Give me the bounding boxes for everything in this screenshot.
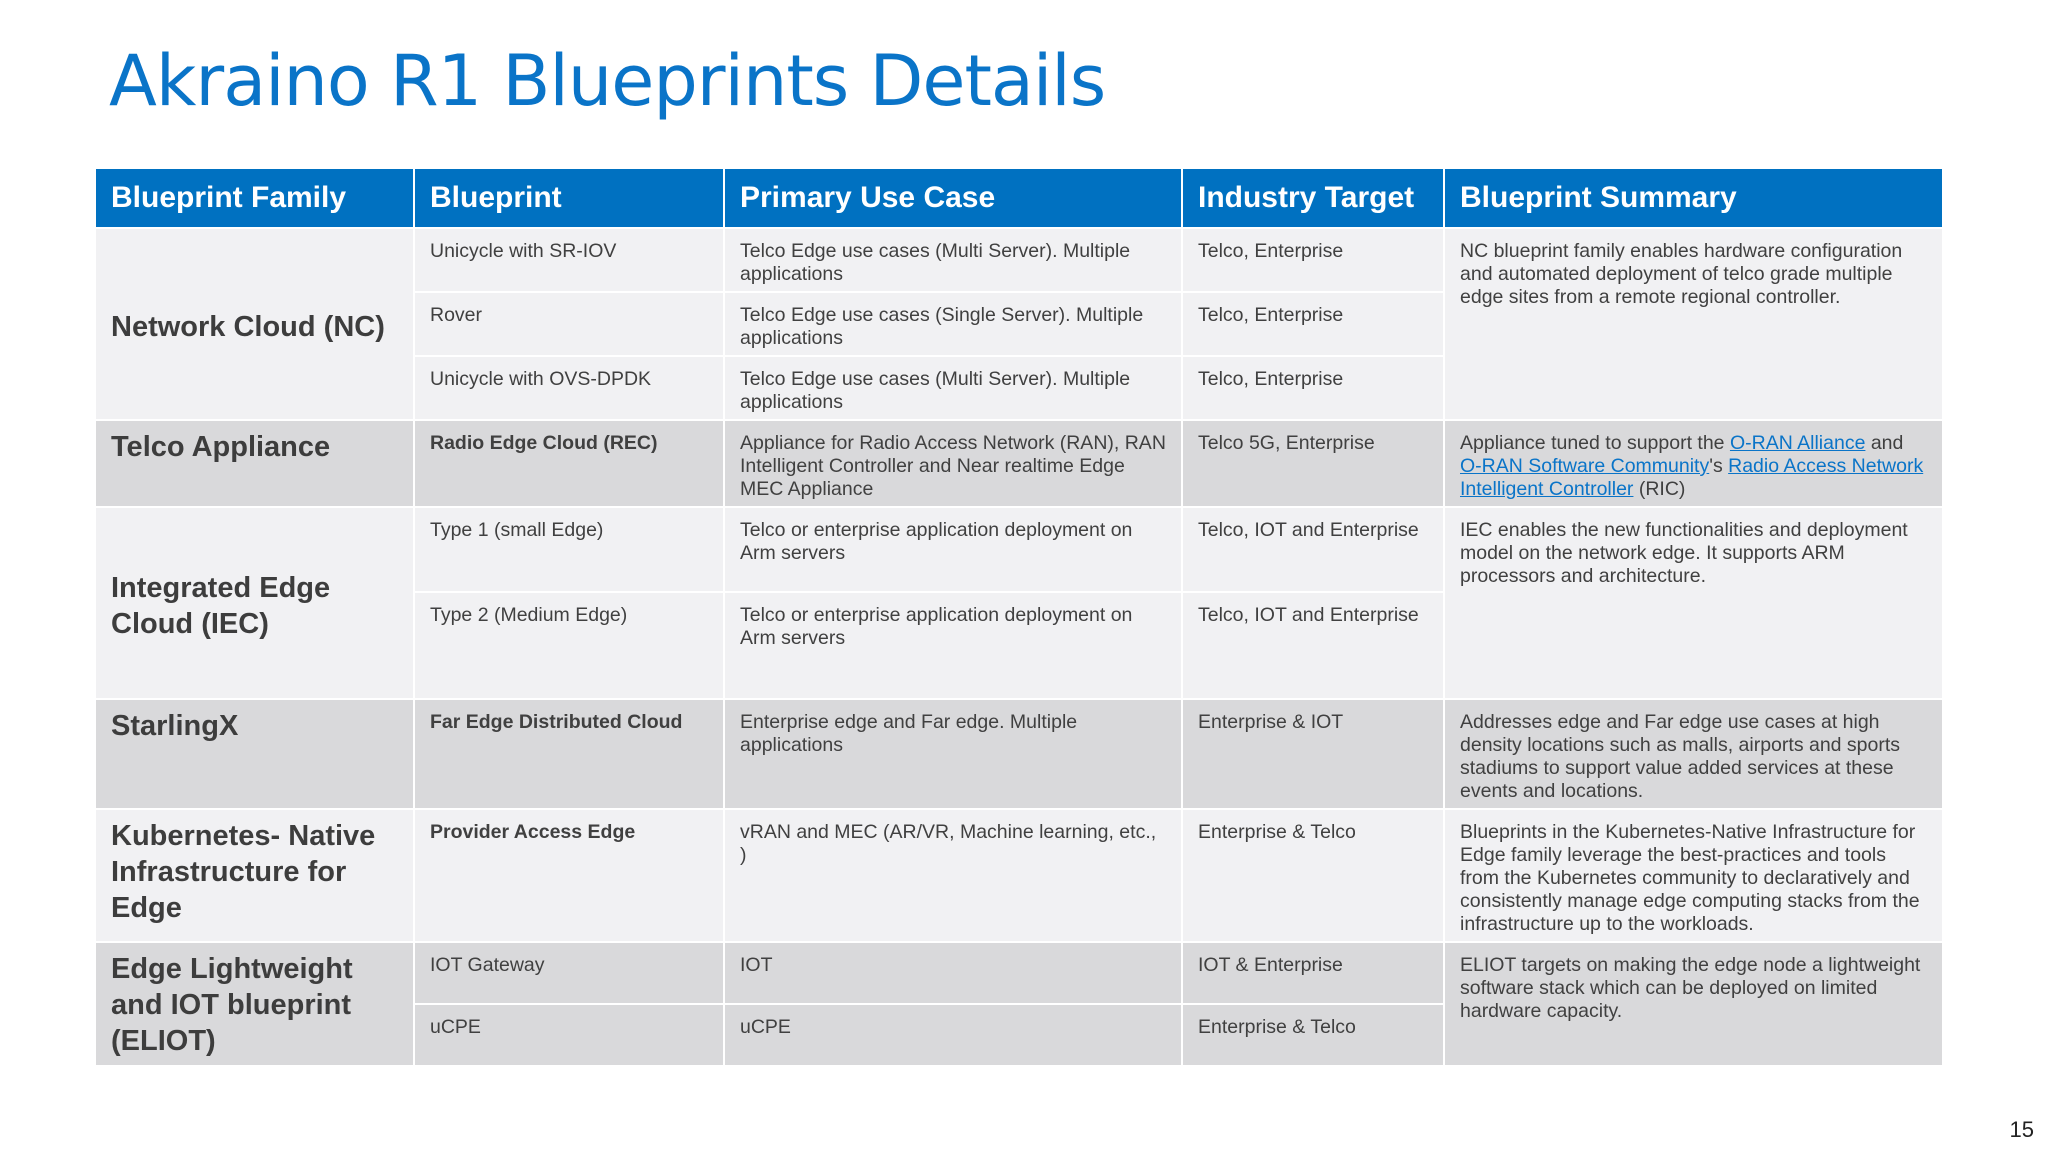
family-eliot: Edge Lightweight and IOT blueprint (ELIOT) xyxy=(95,942,414,1066)
blueprint-cell: Rover xyxy=(414,292,724,356)
ric-link[interactable]: Radio Access Network Intelligent Controller xyxy=(1460,455,1924,500)
family-telco-appliance: Telco Appliance xyxy=(95,420,414,507)
industry-cell: Telco, Enterprise xyxy=(1182,356,1444,420)
o-ran-alliance-link[interactable]: O-RAN Alliance xyxy=(1729,432,1866,454)
blueprint-cell: IOT Gateway xyxy=(414,942,724,1004)
use-case-cell: Appliance for Radio Access Network (RAN), RAN Intelligent Controller and Near realtime Edge MEC Appliance xyxy=(724,420,1182,507)
blueprint-cell: Far Edge Distributed Cloud xyxy=(414,699,724,809)
blueprint-cell: Unicycle with SR-IOV xyxy=(414,228,724,292)
table-row xyxy=(95,420,1943,507)
summary-text: (RIC) xyxy=(1633,478,1686,500)
table-row xyxy=(95,809,1943,942)
use-case-cell: Telco Edge use cases (Multi Server). Multiple applications xyxy=(724,356,1182,420)
blueprint-cell: Type 1 (small Edge) xyxy=(414,507,724,592)
table-row xyxy=(95,228,1943,292)
header-blueprint: Blueprint xyxy=(414,168,724,228)
use-case-cell: vRAN and MEC (AR/VR, Machine learning, etc., ) xyxy=(724,809,1182,942)
industry-cell: Telco, Enterprise xyxy=(1182,228,1444,292)
family-starlingx: StarlingX xyxy=(95,699,414,809)
summary-network-cloud: NC blueprint family enables hardware configuration and automated deployment of telco grade multiple edge sites from a remote regional controller. xyxy=(1444,228,1943,420)
page-number: 15 xyxy=(2009,1117,2034,1142)
header-primary-use-case: Primary Use Case xyxy=(724,168,1182,228)
use-case-cell: Telco Edge use cases (Multi Server). Multiple applications xyxy=(724,228,1182,292)
family-network-cloud: Network Cloud (NC) xyxy=(95,228,414,420)
summary-text: Appliance tuned to support the xyxy=(1460,432,1730,454)
industry-cell: Telco, IOT and Enterprise xyxy=(1182,507,1444,592)
table-row xyxy=(95,942,1943,1004)
header-blueprint-summary: Blueprint Summary xyxy=(1444,168,1943,228)
blueprint-cell: uCPE xyxy=(414,1004,724,1066)
industry-cell: Enterprise & Telco xyxy=(1182,1004,1444,1066)
use-case-cell: uCPE xyxy=(724,1004,1182,1066)
summary-text: 's xyxy=(1709,455,1729,477)
blueprint-cell: Provider Access Edge xyxy=(414,809,724,942)
industry-cell: Telco, Enterprise xyxy=(1182,292,1444,356)
family-kubernetes-native: Kubernetes- Native Infrastructure for Edge xyxy=(95,809,414,942)
summary-telco-appliance xyxy=(1444,420,1943,507)
use-case-cell: Telco Edge use cases (Single Server). Multiple applications xyxy=(724,292,1182,356)
use-case-cell: Telco or enterprise application deployment on Arm servers xyxy=(724,507,1182,592)
summary-integrated-edge-cloud: IEC enables the new functionalities and deployment model on the network edge. It supports ARM processors and architecture. xyxy=(1444,507,1943,699)
blueprint-cell: Unicycle with OVS-DPDK xyxy=(414,356,724,420)
summary-eliot: ELIOT targets on making the edge node a lightweight software stack which can be deployed on limited hardware capacity. xyxy=(1444,942,1943,1066)
use-case-cell: IOT xyxy=(724,942,1182,1004)
slide-title: Akraino R1 Blueprints Details xyxy=(109,40,1106,122)
summary-starlingx: Addresses edge and Far edge use cases at high density locations such as malls, airports and sports stadiums to support value added services at these events and locations. xyxy=(1444,699,1943,809)
family-integrated-edge-cloud: Integrated Edge Cloud (IEC) xyxy=(95,507,414,699)
industry-cell: Enterprise & IOT xyxy=(1182,699,1444,809)
table-row xyxy=(95,699,1943,809)
blueprint-cell: Radio Edge Cloud (REC) xyxy=(414,420,724,507)
o-ran-software-community-link[interactable]: O-RAN Software Community xyxy=(1460,455,1710,477)
industry-cell: Telco, IOT and Enterprise xyxy=(1182,592,1444,699)
industry-cell: IOT & Enterprise xyxy=(1182,942,1444,1004)
blueprints-table xyxy=(94,167,1944,1067)
use-case-cell: Telco or enterprise application deployment on Arm servers xyxy=(724,592,1182,699)
header-blueprint-family: Blueprint Family xyxy=(95,168,414,228)
industry-cell: Telco 5G, Enterprise xyxy=(1182,420,1444,507)
table-header-row xyxy=(95,168,1943,228)
table-row xyxy=(95,507,1943,592)
summary-text: and xyxy=(1865,432,1904,454)
industry-cell: Enterprise & Telco xyxy=(1182,809,1444,942)
header-industry-target: Industry Target xyxy=(1182,168,1444,228)
summary-kubernetes-native: Blueprints in the Kubernetes-Native Infrastructure for Edge family leverage the best-practices and tools from the Kubernetes community to declaratively and consistently manage edge computing stacks from the infrastructure up to the workloads. xyxy=(1444,809,1943,942)
blueprint-cell: Type 2 (Medium Edge) xyxy=(414,592,724,699)
use-case-cell: Enterprise edge and Far edge. Multiple applications xyxy=(724,699,1182,809)
